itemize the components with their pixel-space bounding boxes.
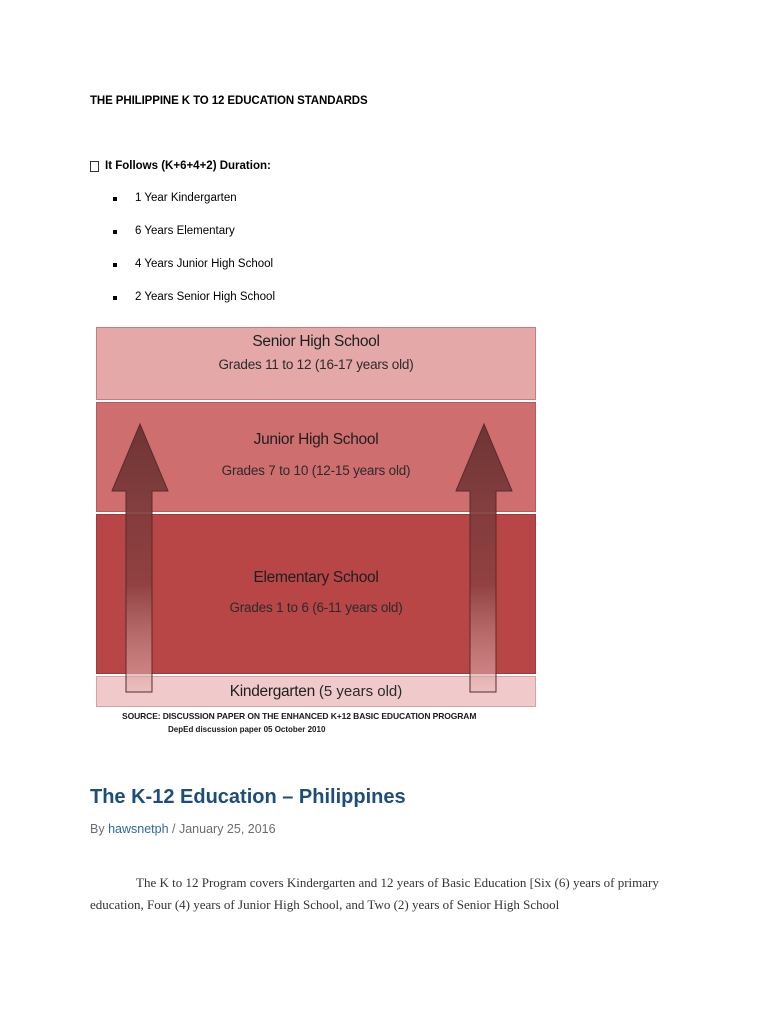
kindergarten-title: Kindergarten [229, 682, 315, 700]
bullet-icon [113, 263, 117, 267]
duration-list [113, 192, 275, 324]
senior-high-title: Senior High School [252, 333, 380, 350]
senior-high-grades: Grades 11 to 12 (16-17 years old) [218, 357, 414, 372]
duration-lead [90, 160, 271, 172]
byline [90, 822, 276, 836]
bullet-icon [113, 296, 117, 300]
publish-date: / January 25, 2016 [172, 822, 276, 836]
kindergarten-age: (5 years old) [318, 683, 403, 700]
checkbox-glyph-icon [90, 161, 99, 172]
list-item [113, 192, 275, 225]
list-item-text: 2 Years Senior High School [135, 291, 276, 303]
author-link[interactable]: hawsnetph [108, 822, 169, 836]
junior-high-title: Junior High School [253, 431, 379, 448]
article-body: The K to 12 Program covers Kindergarten and 12 years of Basic Education [Six (6) years of primary education, Four (4) years of Junior High School, and Two (2) years of Senior High School [90, 875, 659, 912]
list-item-text: 4 Years Junior High School [135, 258, 274, 270]
diagram-source: SOURCE: DISCUSSION PAPER ON THE ENHANCED K+12 BASIC EDUCATION PROGRAM [122, 711, 477, 721]
list-item-text: 1 Year Kindergarten [135, 192, 237, 204]
elementary-band [96, 514, 536, 674]
diagram-source-date: DepEd discussion paper 05 October 2010 [168, 725, 326, 734]
elementary-title: Elementary School [253, 569, 379, 586]
senior-high-band [96, 327, 536, 400]
list-item [113, 225, 275, 258]
kindergarten-band [96, 676, 536, 707]
bullet-icon [113, 197, 117, 201]
bullet-icon [113, 230, 117, 234]
document-heading: THE PHILIPPINE K TO 12 EDUCATION STANDARDS [90, 95, 368, 107]
junior-high-band [96, 402, 536, 512]
duration-lead-text: It Follows (K+6+4+2) Duration: [105, 160, 271, 172]
byline-prefix: By [90, 822, 105, 836]
k12-structure-diagram [94, 324, 538, 708]
article-title[interactable]: The K-12 Education – Philippines [90, 786, 406, 808]
junior-high-grades: Grades 7 to 10 (12-15 years old) [221, 463, 411, 478]
elementary-grades: Grades 1 to 6 (6-11 years old) [229, 600, 403, 615]
list-item [113, 258, 275, 291]
list-item [113, 291, 275, 324]
list-item-text: 6 Years Elementary [135, 225, 235, 237]
